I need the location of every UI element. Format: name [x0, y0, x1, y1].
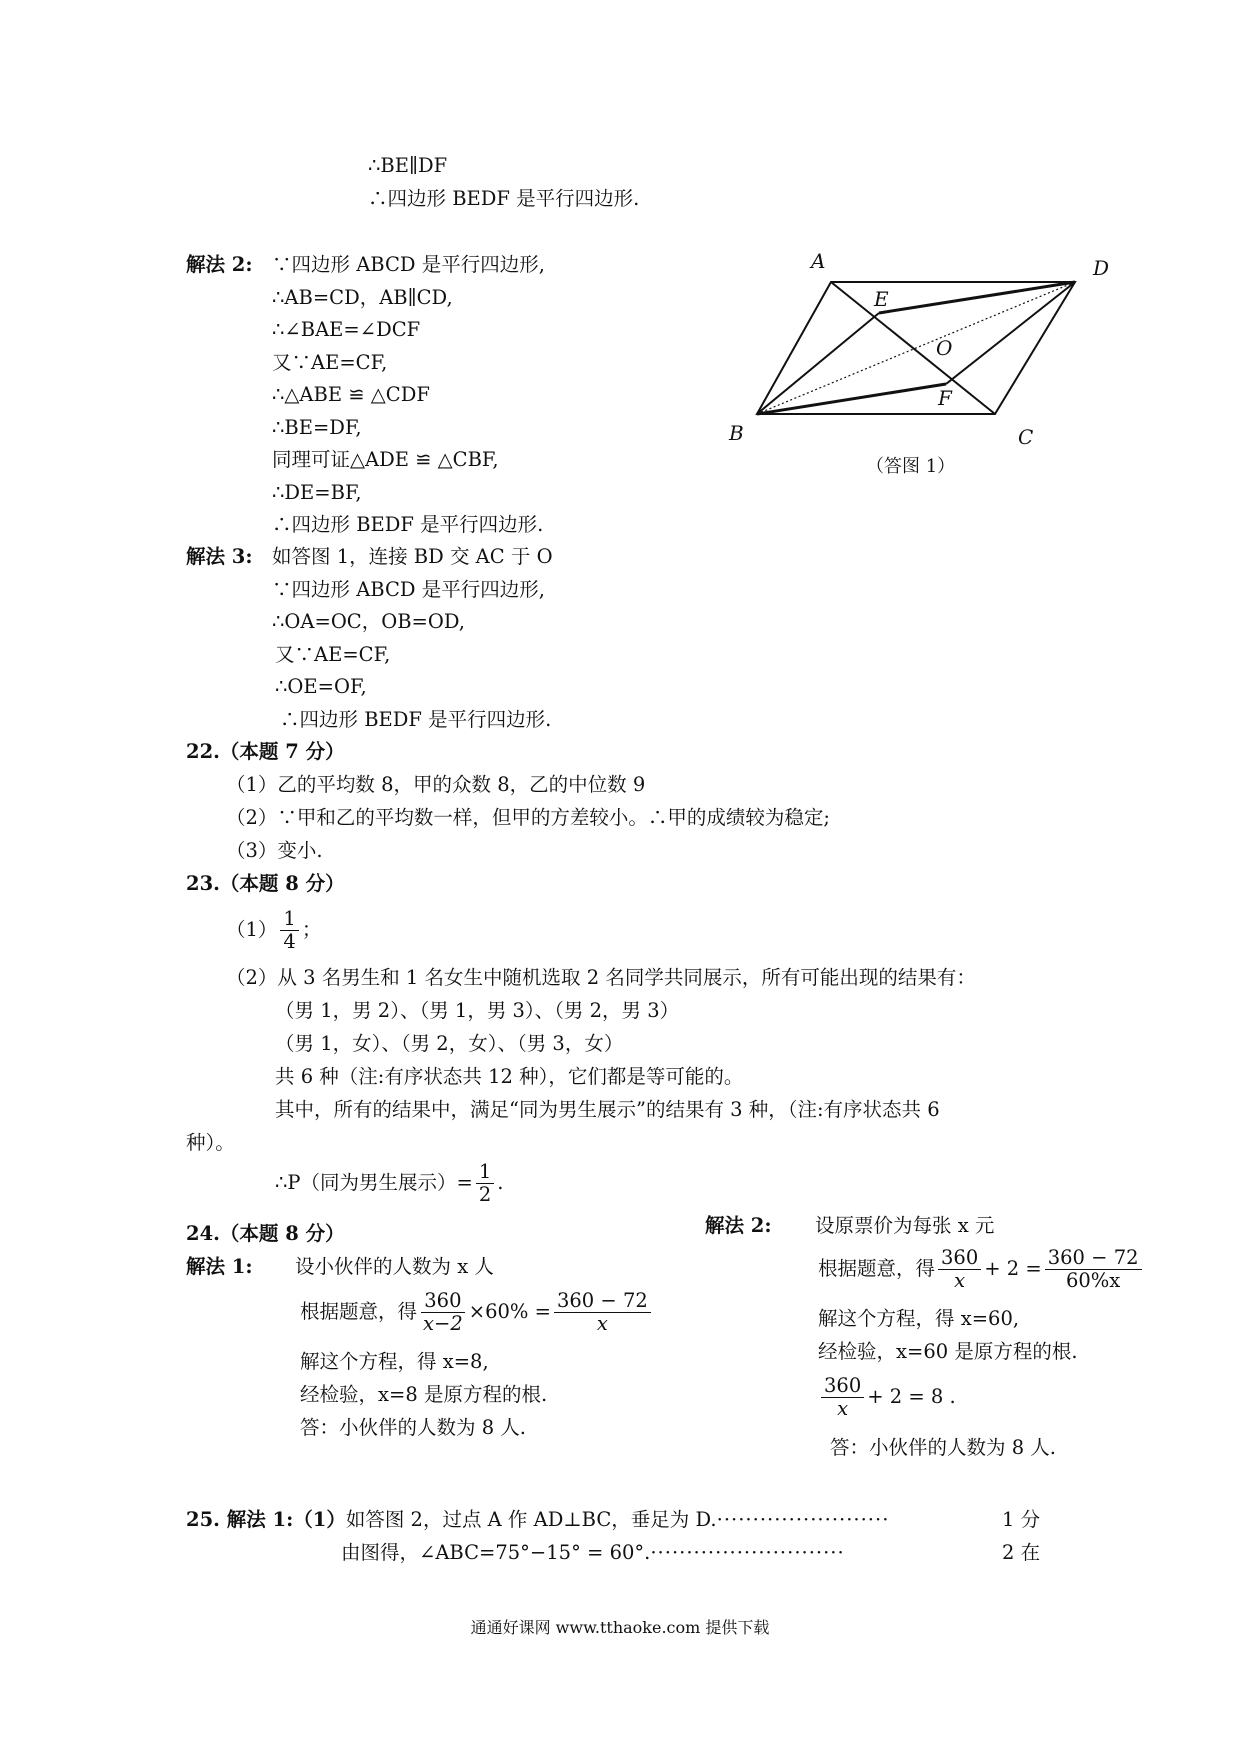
fraction: [420, 1290, 466, 1335]
proof-line: ∴AB=CD，AB∥CD,: [272, 286, 453, 309]
label-f: F: [938, 386, 952, 410]
proof-line: ∴OE=OF,: [275, 675, 367, 698]
proof-line: 如答图 1，连接 BD 交 AC 于 O: [272, 545, 553, 568]
equation-line: [300, 1287, 654, 1337]
score-label: 2 在: [1002, 1541, 1041, 1564]
answer-line: （2）∵甲和乙的平均数一样，但甲的方差较小。∴甲的成绩较为稳定;: [226, 806, 830, 829]
answer-line: 答：小伙伴的人数为 8 人.: [830, 1436, 1057, 1459]
fraction-numerator: 360 − 72: [1045, 1247, 1142, 1270]
answer-line: 经检验，x=60 是原方程的根.: [818, 1340, 1078, 1363]
parallelogram-figure: [700, 240, 1140, 480]
proof-line: ∴∠BAE=∠DCF: [272, 318, 421, 341]
label-e: E: [874, 287, 889, 311]
proof-line: ∴DE=BF,: [272, 481, 362, 504]
page-footer: 通通好课网 www.tthaoke.com 提供下载: [470, 1618, 770, 1637]
segment-fb: [757, 384, 946, 414]
leader-dots: ···························: [650, 1541, 845, 1564]
answer-line: [186, 1508, 889, 1532]
answer-line: （男 1，男 2）、（男 1，男 3）、（男 2，男 3）: [275, 999, 680, 1022]
answer-line: 共 6 种（注:有序状态共 12 种），它们都是等可能的。: [275, 1065, 744, 1088]
proof-line: 同理可证△ADE ≌ △CBF,: [272, 448, 499, 471]
answer-text: 如答图 2，过点 A 作 AD⊥BC，垂足为 D.: [345, 1508, 717, 1531]
fraction: [821, 1375, 864, 1420]
equation-prefix: 根据题意，得: [300, 1300, 418, 1323]
question-header: 25. 解法 1:（1）: [186, 1508, 346, 1531]
label-b: B: [729, 421, 744, 445]
fraction: [938, 1247, 981, 1292]
label-c: C: [1018, 425, 1034, 449]
label-a: A: [811, 249, 826, 273]
method-label: 解法 1:: [186, 1255, 253, 1278]
label-d: D: [1093, 256, 1110, 280]
fraction: [476, 1161, 494, 1206]
fraction-numerator: 360 − 72: [554, 1290, 651, 1313]
punctuation: .: [497, 1171, 504, 1194]
answer-line: [226, 905, 321, 955]
probability-line: [275, 1158, 504, 1208]
equation-line: [818, 1244, 1145, 1294]
leader-dots: ························: [716, 1508, 890, 1531]
question-header: 23.（本题 8 分）: [186, 872, 345, 895]
fraction-denominator: 2: [478, 1183, 492, 1206]
answer-line: （男 1，女）、（男 2，女）、（男 3，女）: [275, 1032, 624, 1055]
probability-label: ∴P（同为男生展示）=: [275, 1171, 473, 1194]
fraction-denominator: x: [596, 1312, 608, 1335]
proof-line: ∴OA=OC，OB=OD,: [272, 610, 466, 633]
question-header: 24.（本题 8 分）: [186, 1222, 345, 1245]
equation-prefix: 根据题意，得: [818, 1257, 936, 1280]
proof-line: ∴△ABE ≌ △CDF: [272, 383, 430, 406]
answer-line: （3）变小.: [226, 839, 323, 862]
punctuation: ；: [301, 918, 322, 941]
segment-ed: [879, 282, 1075, 313]
fraction: [280, 908, 298, 953]
equation-line: [818, 1372, 956, 1422]
answer-line: 设原票价为每张 x 元: [815, 1214, 995, 1237]
answer-line: 经检验，x=8 是原方程的根.: [300, 1383, 548, 1406]
proof-line: 又∵AE=CF,: [272, 351, 388, 374]
answer-text: 由图得，∠ABC=75°−15° = 60°.: [341, 1541, 651, 1564]
fraction: [1045, 1247, 1142, 1292]
answer-line: 设小伙伴的人数为 x 人: [295, 1255, 494, 1278]
fraction-denominator: x: [837, 1397, 849, 1420]
equation-rest: + 2 = 8 .: [867, 1385, 956, 1408]
equation-operator: ×60% =: [468, 1300, 551, 1323]
fraction-numerator: 360: [938, 1247, 981, 1270]
proof-line: ∴BE∥DF: [368, 154, 448, 177]
proof-line: ∵四边形 ABCD 是平行四边形,: [272, 253, 545, 276]
label-o: O: [936, 336, 953, 360]
answer-line: 答：小伙伴的人数为 8 人.: [300, 1416, 527, 1439]
fraction-denominator: 4: [283, 930, 296, 953]
diagonal-bd: [757, 282, 1075, 414]
answer-line: 解这个方程，得 x=60,: [818, 1307, 1020, 1330]
diagonal-ac: [831, 282, 995, 414]
proof-line: ∴四边形 BEDF 是平行四边形.: [272, 513, 544, 536]
figure-caption: （答图 1）: [866, 456, 956, 477]
method-label: 解法 2:: [705, 1214, 772, 1237]
fraction-numerator: 360: [821, 1375, 864, 1398]
fraction-numerator: 360: [421, 1290, 464, 1313]
question-header: 22.（本题 7 分）: [186, 740, 345, 763]
fraction-numerator: 1: [280, 908, 298, 931]
answer-line: （1）乙的平均数 8，甲的众数 8，乙的中位数 9: [226, 773, 646, 796]
equation-operator: + 2 =: [984, 1257, 1042, 1280]
part-number: （1）: [226, 918, 278, 941]
fraction-denominator: x−2: [423, 1312, 463, 1335]
segment-df: [946, 282, 1075, 384]
method-label: 解法 2:: [186, 253, 253, 276]
proof-line: ∴四边形 BEDF 是平行四边形.: [280, 708, 552, 731]
proof-line: ∵四边形 ABCD 是平行四边形,: [272, 578, 545, 601]
answer-line: 解这个方程，得 x=8,: [300, 1350, 489, 1373]
answer-line: 其中，所有的结果中，满足“同为男生展示”的结果有 3 种，（注:有序状态共 6: [275, 1098, 940, 1121]
method-label: 解法 3:: [186, 545, 253, 568]
answer-line: （2）从 3 名男生和 1 名女生中随机选取 2 名同学共同展示，所有可能出现的结果有：: [226, 966, 976, 989]
fraction-denominator: 60%x: [1065, 1269, 1121, 1292]
fraction-numerator: 1: [476, 1161, 494, 1184]
proof-line: ∴BE=DF,: [272, 416, 362, 439]
answer-line: 种）。: [186, 1131, 235, 1154]
fraction-denominator: x: [954, 1269, 966, 1292]
answer-line: [341, 1541, 845, 1565]
fraction: [554, 1290, 651, 1335]
proof-line: 又∵AE=CF,: [275, 643, 391, 666]
score-label: 1 分: [1002, 1508, 1041, 1531]
proof-line: ∴四边形 BEDF 是平行四边形.: [368, 187, 640, 210]
